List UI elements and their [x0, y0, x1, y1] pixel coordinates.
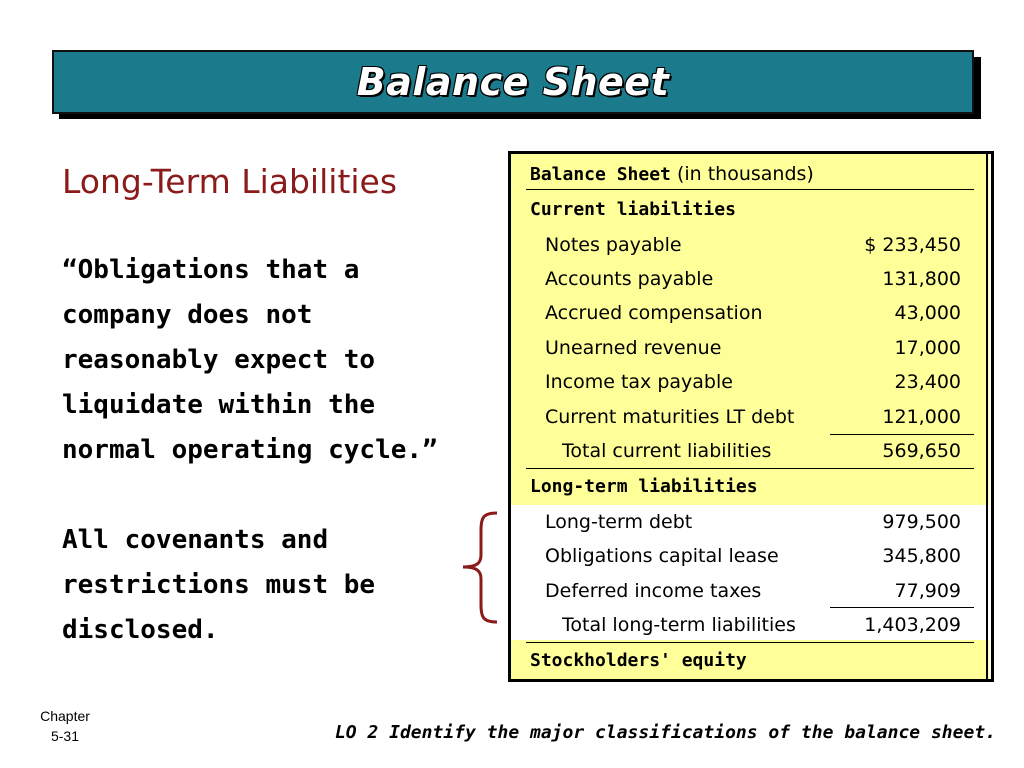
chapter-label: Chapter 5-31 [30, 706, 100, 746]
row-amount: 979,500 [882, 511, 961, 533]
table-row [530, 574, 975, 608]
table-row [530, 331, 975, 365]
row-label: Accrued compensation [545, 302, 763, 324]
section-heading: Long-Term Liabilities [62, 162, 398, 201]
row-label: Deferred income taxes [545, 580, 762, 602]
table-row [530, 365, 975, 399]
row-amount: 43,000 [894, 302, 961, 324]
row-label: Current maturities LT debt [545, 406, 795, 428]
row-label: Accounts payable [545, 268, 714, 290]
panel-edge [986, 154, 988, 679]
slide-title: Balance Sheet [356, 60, 670, 104]
row-label: Obligations capital lease [545, 545, 779, 567]
row-label: Long-term debt [545, 511, 693, 533]
balance-sheet-header [530, 157, 975, 191]
table-row [530, 400, 975, 434]
table-row [530, 505, 975, 539]
row-label: Income tax payable [545, 371, 733, 393]
row-amount: 569,650 [882, 440, 961, 462]
section-stockholders-equity: Stockholders' equity [530, 650, 747, 671]
total-row [530, 608, 975, 642]
section-rule [526, 642, 974, 643]
row-amount: 121,000 [882, 406, 961, 428]
section-current-liabilities: Current liabilities [530, 199, 736, 220]
row-label: Notes payable [545, 234, 682, 256]
table-row [530, 228, 975, 262]
section-rule [526, 468, 974, 469]
learning-objective: LO 2 Identify the major classifications of the balance sheet. [334, 722, 996, 743]
table-row [530, 539, 975, 573]
page-number: 5-31 [50, 728, 80, 744]
row-amount: $ 233,450 [864, 234, 961, 256]
row-amount: 77,909 [894, 580, 961, 602]
row-amount: 1,403,209 [864, 614, 961, 636]
total-row [530, 434, 975, 468]
row-amount: 345,800 [882, 545, 961, 567]
table-row [530, 262, 975, 296]
balance-sheet-units: (in thousands) [676, 163, 814, 185]
title-bar [52, 50, 974, 114]
row-label: Total long-term liabilities [562, 614, 796, 636]
balance-sheet-title: Balance Sheet [530, 164, 671, 185]
section-longterm-liabilities: Long-term liabilities [530, 476, 758, 497]
covenants-note: All covenants and restrictions must be disclosed. [62, 525, 376, 645]
table-row [530, 296, 975, 330]
header-rule [526, 189, 974, 190]
row-label: Total current liabilities [562, 440, 772, 462]
row-amount: 17,000 [894, 337, 961, 359]
row-label: Unearned revenue [545, 337, 722, 359]
curly-brace-icon [455, 510, 505, 625]
definition-quote: “Obligations that a company does not reasonably expect to liquidate within the normal operating cycle.” [62, 255, 438, 465]
row-amount: 23,400 [894, 371, 961, 393]
row-amount: 131,800 [882, 268, 961, 290]
